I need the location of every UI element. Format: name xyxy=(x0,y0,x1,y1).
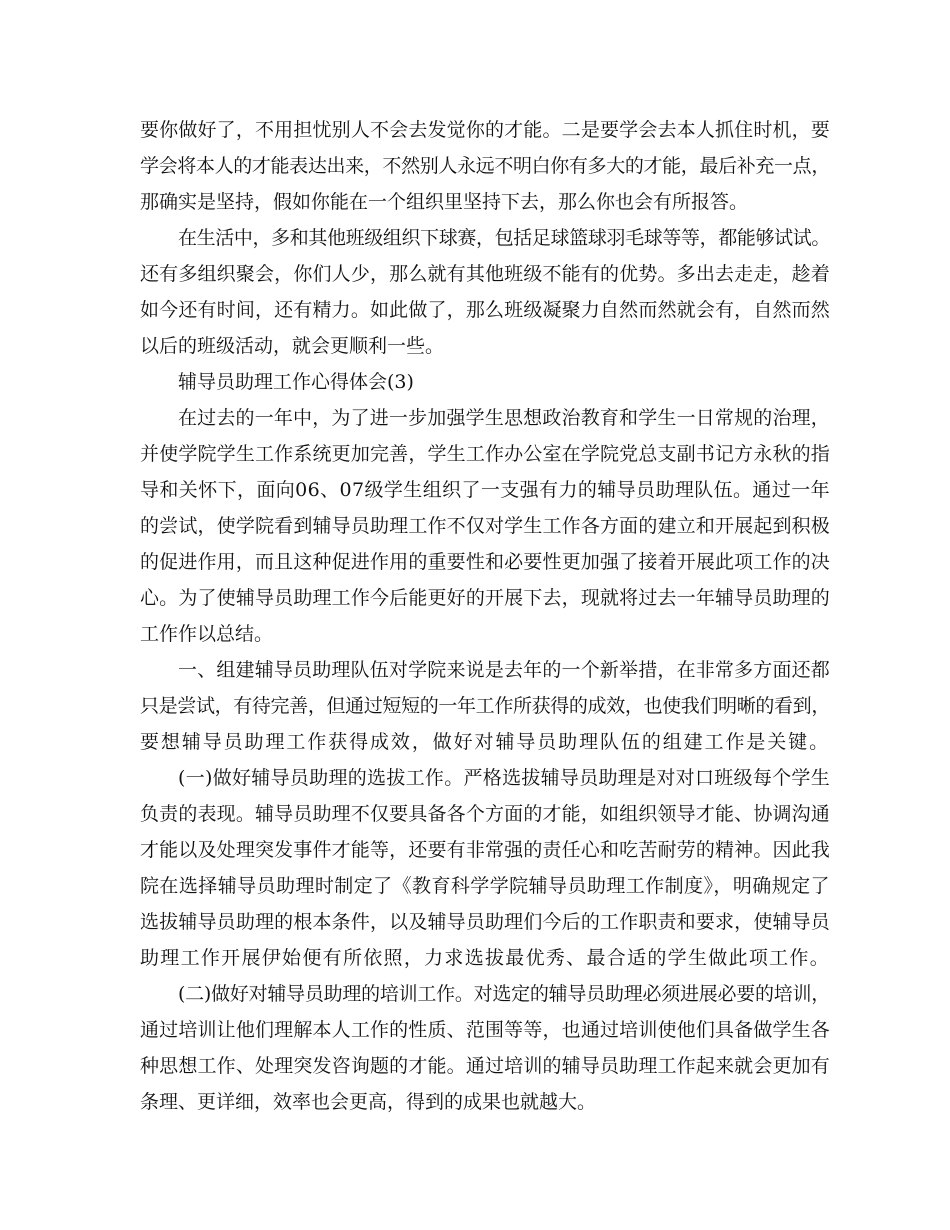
text-line: 辅导员助理工作心得体会(3) xyxy=(178,371,414,393)
text-line: 学会将本人的才能表达出来，不然别人永远不明白你有多大的才能，最后补充一点， xyxy=(140,155,830,177)
text-line: 院在选择辅导员助理时制定了《教育科学学院辅导员助理工作制度》，明确规定了 xyxy=(140,875,830,897)
text-line: 导和关怀下，面向06、07级学生组织了一支强有力的辅导员助理队伍。通过一年 xyxy=(140,479,831,501)
text-line: 才能以及处理突发事件才能等，还要有非常强的责任心和吃苦耐劳的精神。因此我 xyxy=(140,839,830,861)
text-line: 要想辅导员助理工作获得成效，做好对辅导员助理队伍的组建工作是关键。 xyxy=(140,731,830,753)
text-line: 并使学院学生工作系统更加完善，学生工作办公室在学院党总支副书记方永秋的指 xyxy=(140,443,830,465)
text-line: 在生活中，多和其他班级组织下球赛，包括足球篮球羽毛球等等，都能够试试。 xyxy=(178,227,830,249)
text-line: 如今还有时间，还有精力。如此做了，那么班级凝聚力自然而然就会有，自然而然 xyxy=(140,299,830,321)
text-line: 只是尝试，有待完善，但通过短短的一年工作所获得的成效，也使我们明晰的看到， xyxy=(140,695,830,717)
text-line: 还有多组织聚会，你们人少，那么就有其他班级不能有的优势。多出去走走，趁着 xyxy=(140,263,830,285)
text-line: 在过去的一年中，为了进一步加强学生思想政治教育和学生一日常规的治理， xyxy=(178,407,830,429)
document-body xyxy=(140,112,830,1120)
text-line: 的尝试，使学院看到辅导员助理工作不仅对学生工作各方面的建立和开展起到积极 xyxy=(140,515,830,537)
text-line: 选拔辅导员助理的根本条件，以及辅导员助理们今后的工作职责和要求，使辅导员 xyxy=(140,911,830,933)
text-line: (二)做好对辅导员助理的培训工作。对选定的辅导员助理必须进展必要的培训， xyxy=(178,983,831,1005)
text-line: 工作作以总结。 xyxy=(140,623,274,645)
text-line: 条理、更详细，效率也会更高，得到的成果也就越大。 xyxy=(140,1091,597,1113)
text-line: 那确实是坚持，假如你能在一个组织里坚持下去，那么你也会有所报答。 xyxy=(140,191,749,213)
text-line: 助理工作开展伊始便有所依照，力求选拔最优秀、最合适的学生做此项工作。 xyxy=(140,947,830,969)
text-line: 要你做好了，不用担忧别人不会去发觉你的才能。二是要学会去本人抓住时机，要 xyxy=(140,119,830,141)
text-line: 以后的班级活动，就会更顺利一些。 xyxy=(140,335,445,357)
text-line: 一、组建辅导员助理队伍对学院来说是去年的一个新举措，在非常多方面还都 xyxy=(178,659,830,681)
text-line: 通过培训让他们理解本人工作的性质、范围等等，也通过培训使他们具备做学生各 xyxy=(140,1019,830,1041)
text-line: 种思想工作、处理突发咨询题的才能。通过培训的辅导员助理工作起来就会更加有 xyxy=(140,1055,830,1077)
text-line: 的促进作用，而且这种促进作用的重要性和必要性更加强了接着开展此项工作的决 xyxy=(140,551,830,573)
text-line: 心。为了使辅导员助理工作今后能更好的开展下去，现就将过去一年辅导员助理的 xyxy=(140,587,830,609)
text-line: (一)做好辅导员助理的选拔工作。严格选拔辅导员助理是对对口班级每个学生 xyxy=(178,767,831,789)
text-line: 负责的表现。辅导员助理不仅要具备各个方面的才能，如组织领导才能、协调沟通 xyxy=(140,803,830,825)
